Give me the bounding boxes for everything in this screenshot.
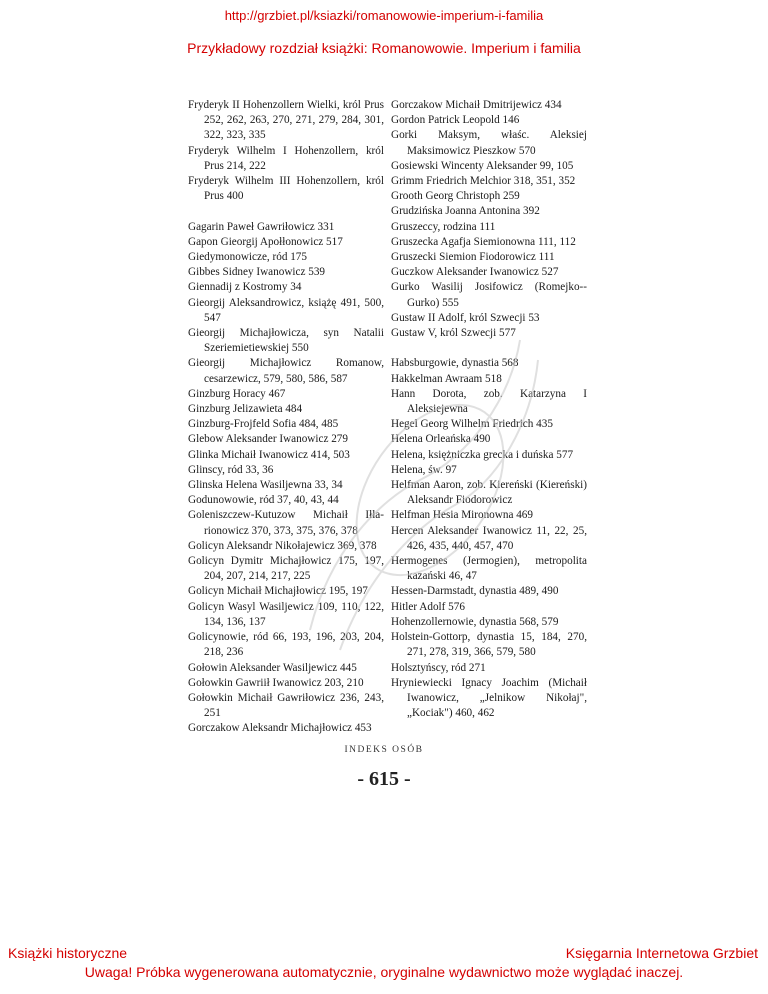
index-entry: Hessen-Darmstadt, dynastia 489, 490 (391, 585, 559, 598)
index-entry: Gruszeccy, rodzina 111 (391, 220, 496, 233)
index-column-left (188, 98, 384, 737)
index-entry: Golicyn Michaił Michajłowicz 195, 197 (188, 585, 368, 598)
index-entry: Habsburgowie, dynastia 568 (391, 357, 519, 370)
index-entry: Helena Orleańska 490 (391, 433, 491, 446)
index-entry: Golicyn Wasyl Wasiljewicz 109, 110, 122, 134, 136, 137 (188, 600, 384, 628)
index-entry: Holstein-Gottorp, dynastia 15, 184, 270, 271, 278, 319, 366, 579, 580 (391, 631, 587, 659)
index-entry: Gustaw V, król Szwecji 577 (391, 327, 516, 340)
index-entry: Helfman Hesia Mironowna 469 (391, 509, 533, 522)
index-entry: Hitler Adolf 576 (391, 600, 465, 613)
index-column-right (391, 98, 587, 721)
index-entry: Godunowowie, ród 37, 40, 43, 44 (188, 494, 339, 507)
index-entry: Gruszecka Agafja Siemionowna 111, 112 (391, 235, 576, 248)
index-entry: Hermogenes (Jermogien), metropolita kazański 46, 47 (391, 555, 587, 583)
index-entry: Gruszecki Siemion Fiodorowicz 111 (391, 251, 555, 264)
index-entry: Helena, księżniczka grecka i duńska 577 (391, 448, 574, 461)
index-entry: Gibbes Sidney Iwanowicz 539 (188, 266, 326, 279)
index-entry: Glinscy, ród 33, 36 (188, 463, 274, 476)
index-entry: Gieorgij Aleksandrowicz, książę 491, 500, 547 (188, 296, 384, 324)
page-number: - 615 - (357, 768, 411, 790)
index-entry: Goleniszczew-Kutuzow Michaił Iłła-rionowicz 370, 373, 375, 376, 378 (188, 509, 384, 537)
index-entry: Golicyn Aleksandr Nikołajewicz 369, 378 (188, 539, 377, 552)
sample-chapter-title: Przykładowy rozdział książki: Romanowowie. Imperium i familia (187, 40, 581, 56)
index-entry: Giennadij z Kostromy 34 (188, 281, 302, 294)
index-entry: Hann Dorota, zob. Katarzyna I Aleksiejewna (391, 387, 587, 416)
index-entry: Gołowin Aleksander Wasiljewicz 445 (188, 661, 357, 674)
index-entry: Gurko Wasilij Josifowicz (Romejko--Gurko) 555 (391, 281, 587, 309)
index-entry: Glinska Helena Wasiljewna 33, 34 (188, 479, 343, 492)
section-label: INDEKS OSÓB (344, 745, 424, 755)
index-entry: Holsztyńscy, ród 271 (391, 661, 486, 674)
index-entry: Hohenzollernowie, dynastia 568, 579 (391, 615, 559, 628)
index-entry: Helfman Aaron, zob. Kiereński (Kiereński) Aleksandr Fiodorowicz (391, 479, 587, 507)
index-entry: Golicynowie, ród 66, 193, 196, 203, 204, 218, 236 (188, 631, 384, 659)
index-entry: Golicyn Dymitr Michajłowicz 175, 197, 204, 207, 214, 217, 225 (188, 555, 384, 583)
index-entry: Gołowkin Gawriił Iwanowicz 203, 210 (188, 676, 364, 689)
category-link[interactable]: Książki historyczne (8, 945, 128, 961)
index-entry: Glebow Aleksander Iwanowicz 279 (188, 433, 348, 446)
index-entry: Gordon Patrick Leopold 146 (391, 114, 520, 127)
index-entry: Gagarin Paweł Gawriłowicz 331 (188, 220, 335, 233)
index-entry: Hakkelman Awraam 518 (391, 372, 502, 385)
index-entry: Gorczakow Aleksandr Michajłowicz 453 (188, 722, 372, 735)
index-entry: Gieorgij Michajłowicz Romanow, cesarzewicz, 579, 580, 586, 587 (188, 357, 384, 385)
index-entry: Fryderyk Wilhelm I Hohenzollern, król Prus 214, 222 (188, 144, 384, 172)
index-entry: Grooth Georg Christoph 259 (391, 190, 520, 203)
index-entry: Gorczakow Michaił Dmitrijewicz 434 (391, 99, 562, 111)
index-entry: Grimm Friedrich Melchior 318, 351, 352 (391, 175, 576, 188)
index-entry: Helena, św. 97 (391, 463, 457, 476)
index-entry: Giedymonowicze, ród 175 (188, 251, 307, 264)
index-entry: Ginzburg-Frojfeld Sofia 484, 485 (188, 418, 339, 431)
auto-generated-notice: Uwaga! Próbka wygenerowana automatycznie, oryginalne wydawnictwo może wyglądać inaczej. (84, 964, 684, 980)
index-entry: Glinka Michaił Iwanowicz 414, 503 (188, 448, 350, 461)
index-entry: Hegel Georg Wilhelm Friedrich 435 (391, 418, 553, 431)
index-entry: Hercen Aleksander Iwanowicz 11, 22, 25, 426, 435, 440, 457, 470 (391, 524, 587, 552)
index-entry: Fryderyk II Hohenzollern Wielki, król Prus 252, 262, 263, 270, 271, 279, 284, 301, 322, 323, 335 (188, 99, 384, 142)
index-entry: Fryderyk Wilhelm III Hohenzollern, król Prus 400 (188, 175, 384, 203)
index-entry: Gapon Gieorgij Apołłonowicz 517 (188, 235, 343, 248)
index-entry: Gosiewski Wincenty Aleksander 99, 105 (391, 159, 574, 172)
index-entry: Gieorgij Michajłowicza, syn Natalii Szeriemietiewskiej 550 (188, 327, 384, 355)
index-entry: Gołowkin Michaił Gawriłowicz 236, 243, 251 (188, 691, 384, 720)
index-entry: Ginzburg Jelizawieta 484 (188, 403, 303, 416)
bookstore-link[interactable]: Księgarnia Internetowa Grzbiet (565, 945, 758, 961)
index-entry: Guczkow Aleksander Iwanowicz 527 (391, 266, 559, 279)
index-entry: Grudzińska Joanna Antonina 392 (391, 205, 540, 218)
index-entry: Gorki Maksym, właśc. Aleksiej Maksimowicz Pieszkow 570 (391, 129, 587, 157)
index-entry: Ginzburg Horacy 467 (188, 387, 286, 400)
index-entry: Hryniewiecki Ignacy Joachim (Michaił Iwanowicz, „Jelnikow Nikołaj", „Kociak") 460, 462 (391, 676, 587, 720)
source-url[interactable]: http://grzbiet.pl/ksiazki/romanowowie-imperium-i-familia (224, 8, 544, 23)
index-entry: Gustaw II Adolf, król Szwecji 53 (391, 311, 540, 324)
